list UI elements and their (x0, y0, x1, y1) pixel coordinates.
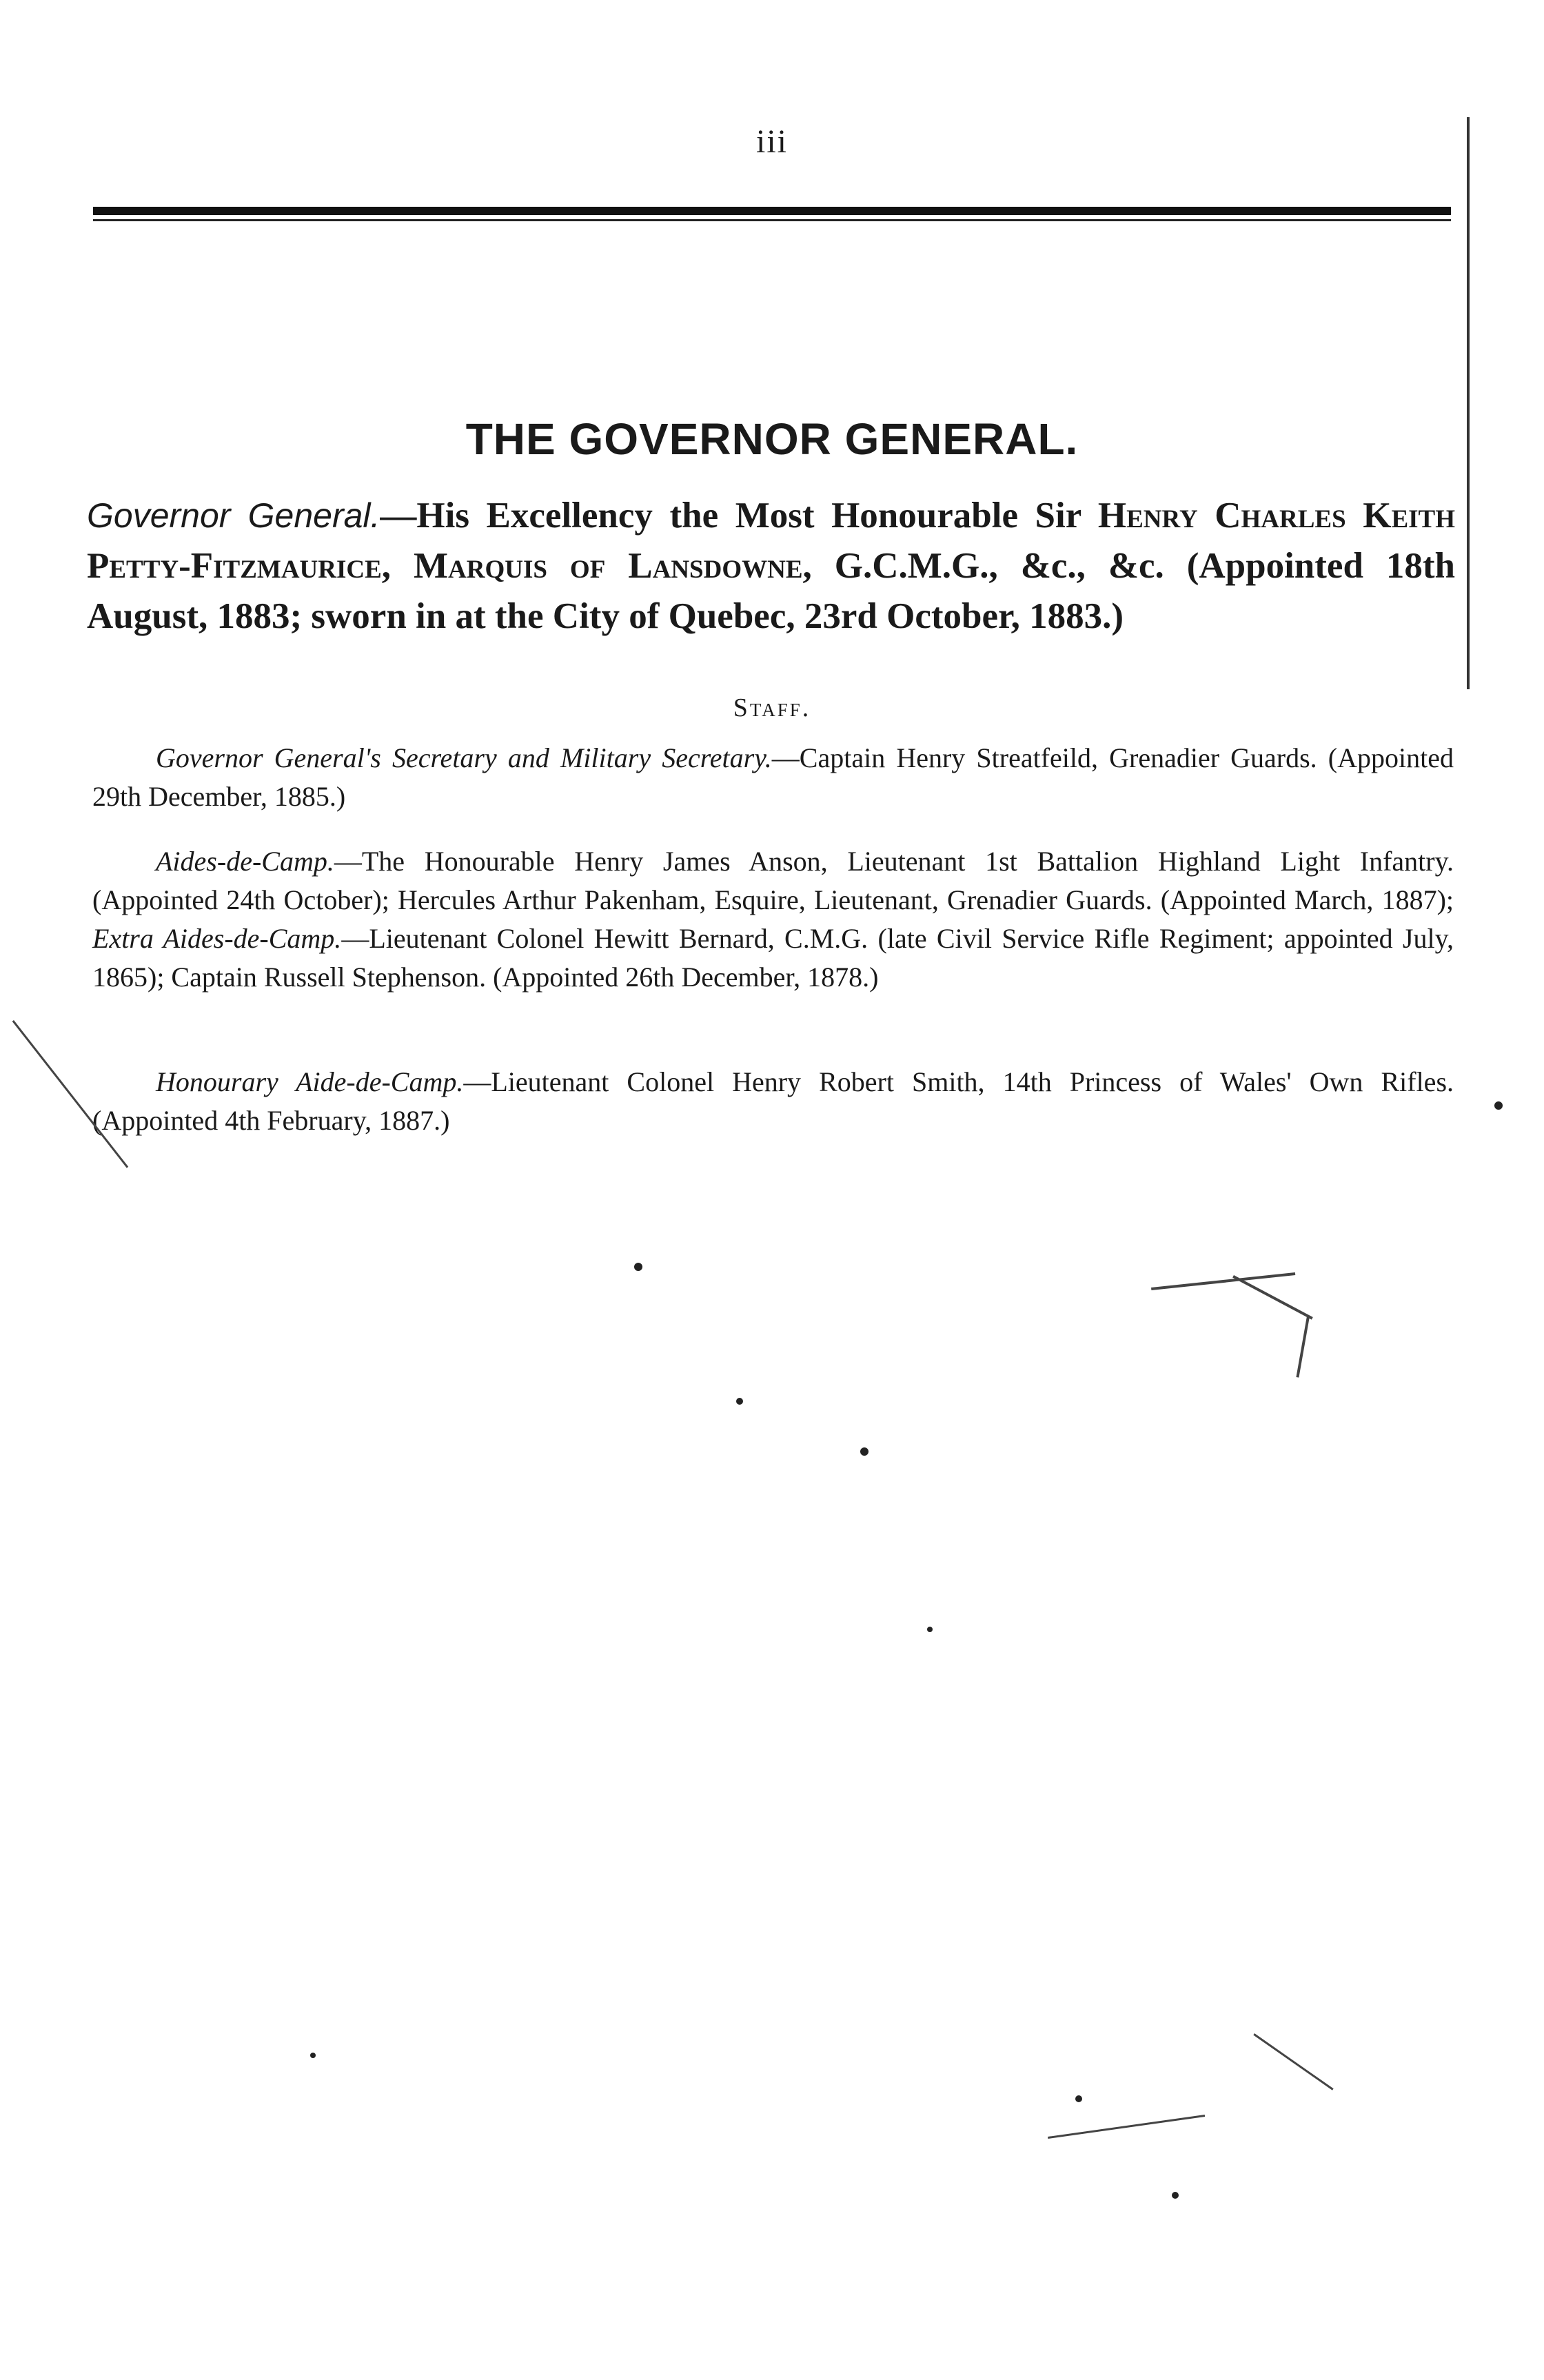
scan-artifact (860, 1447, 868, 1456)
scan-artifact (736, 1398, 743, 1405)
scan-artifact (1232, 1275, 1313, 1320)
staff-entry-text: —Lieutenant Colonel Henry Robert Smith, 14th Princess of Wales' Own Rifles. (Appointed 4th February, 1887.) (92, 1066, 1454, 1136)
governor-general-entry (87, 491, 1455, 642)
page-title: THE GOVERNOR GENERAL. (465, 414, 1079, 464)
staff-entry-label-extra: Extra Aides-de-Camp. (92, 923, 342, 954)
em-dash: — (380, 496, 417, 536)
staff-entry-text: —Captain Henry Streatfeild, Grenadier Guards. (Appointed 29th December, 1885.) (92, 742, 1454, 812)
staff-entry-text: —The Honourable Henry James Anson, Lieutenant 1st Battalion Highland Light Infantry. (Appointed 24th October); Hercules Arthur Pakenham, Esquire, Lieutenant, Grenadier Guards. (Appointed March, 1887); (92, 846, 1454, 915)
header-rule-thin (93, 219, 1451, 221)
governor-general-label: Governor General. (87, 496, 380, 535)
governor-text-c: , G.C.M.G., &c., &c. (Appointed 18th August, 1883; sworn in at the City of Quebec, 23rd October, 1883.) (87, 546, 1456, 636)
scan-artifact (1048, 2115, 1205, 2139)
header-rule (93, 207, 1451, 215)
staff-entry-honourary (92, 1063, 1454, 1140)
staff-entry-label: Governor General's Secretary and Military Secretary. (156, 742, 772, 773)
governor-text-a: His Excellency the Most Honourable Sir (416, 496, 1098, 536)
staff-entry-aides (92, 842, 1454, 997)
margin-line (1467, 117, 1470, 689)
scan-artifact (634, 1263, 642, 1271)
staff-entry-label: Aides-de-Camp. (156, 846, 334, 877)
scan-artifact (1494, 1101, 1503, 1110)
scan-artifact (1253, 2033, 1333, 2091)
staff-entry-label: Honourary Aide-de-Camp. (156, 1066, 464, 1097)
scan-artifact (1296, 1316, 1310, 1377)
page-number: iii (755, 123, 788, 160)
governor-text-b: , (381, 546, 414, 586)
governor-name: Henry Charles Keith Petty-Fitzmaurice (87, 496, 1455, 586)
scan-artifact (1172, 2192, 1179, 2199)
governor-title: Marquis of Lansdowne (414, 546, 803, 586)
scan-artifact (1151, 1272, 1295, 1290)
staff-entry-text-extra: —Lieutenant Colonel Hewitt Bernard, C.M.G. (late Civil Service Rifle Regiment; appointed July, 1865); Captain Russell Stephenson. (Appointed 26th December, 1878.) (92, 923, 1454, 993)
staff-heading: Staff. (733, 693, 811, 722)
scan-artifact (310, 2053, 316, 2058)
scan-artifact (927, 1627, 933, 1632)
staff-entry-secretary (92, 739, 1454, 816)
scan-artifact (1075, 2095, 1082, 2102)
